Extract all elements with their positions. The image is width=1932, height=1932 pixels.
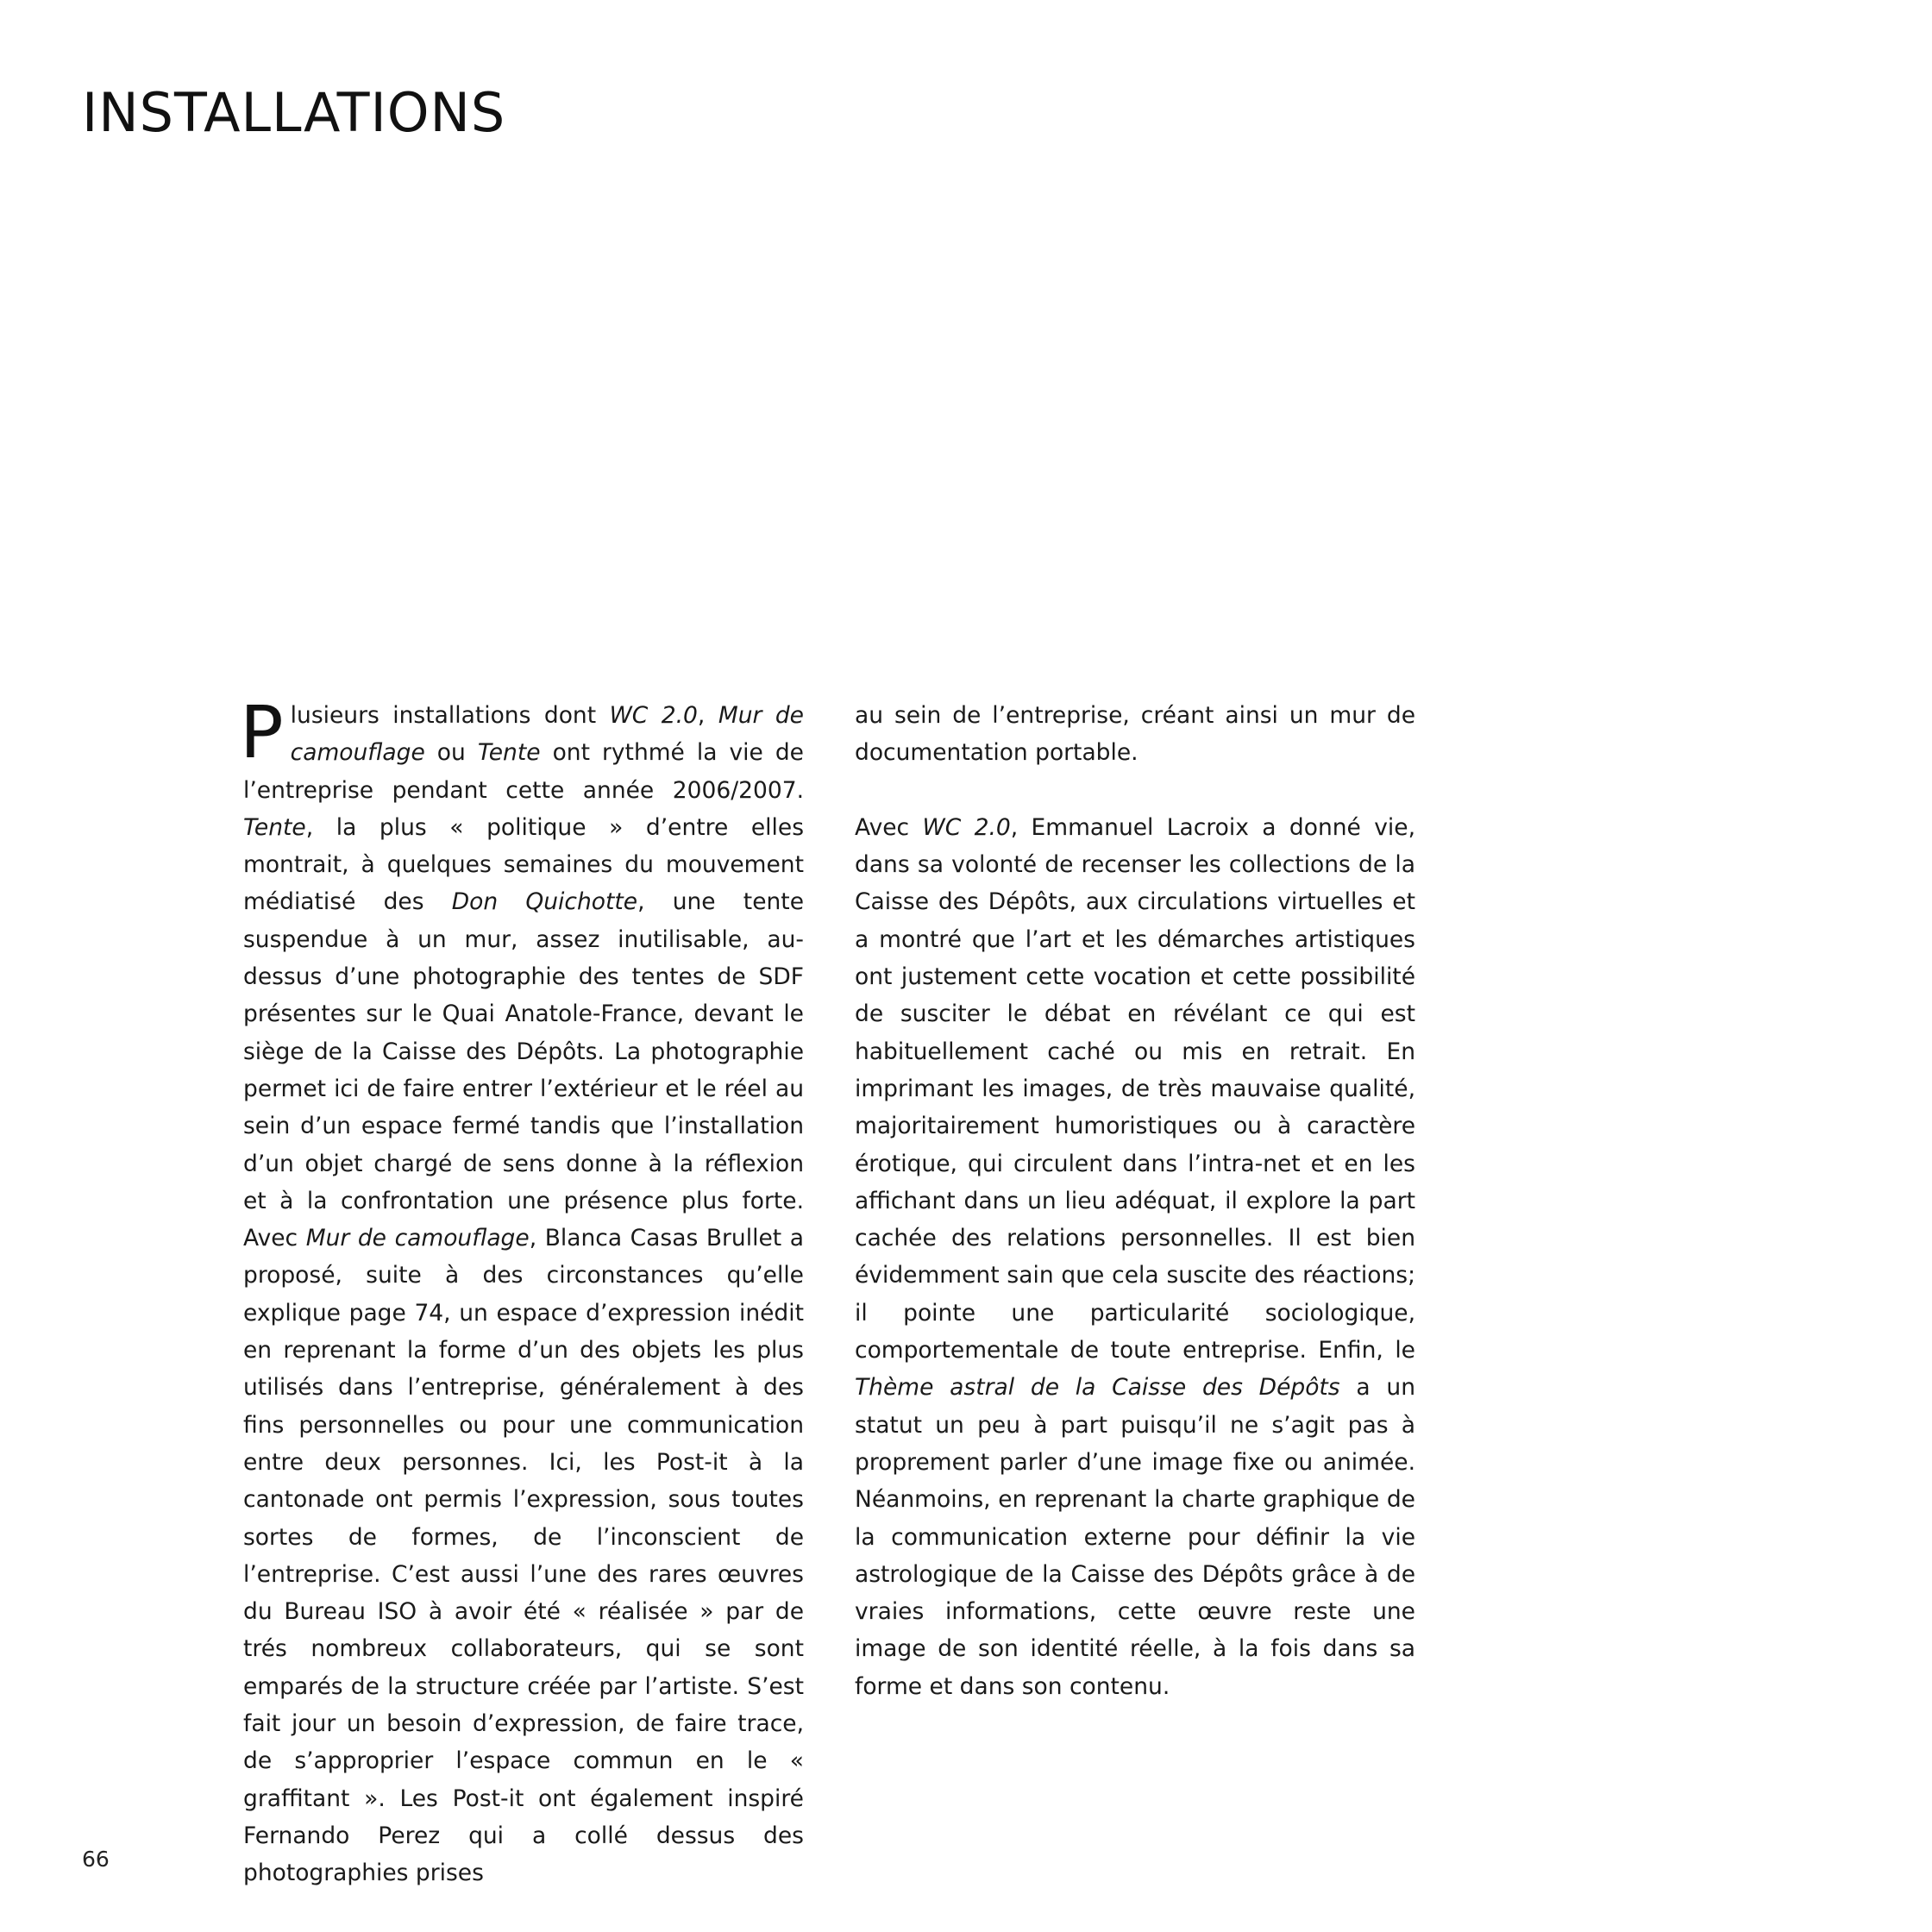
- artwork-title: Mur de camouflage: [305, 1225, 530, 1252]
- text-segment: lusieurs installations dont: [290, 702, 610, 729]
- artwork-title: Thème astral de la Caisse des Dépôts: [855, 1374, 1340, 1402]
- page-title: INSTALLATIONS: [82, 81, 506, 144]
- artwork-title: WC 2.0: [609, 702, 698, 729]
- artwork-title: Mur de camouflage: [290, 702, 804, 767]
- paragraph: [855, 697, 1415, 772]
- paragraph: [855, 809, 1415, 1705]
- text-segment: ont rythmé la vie de l’entreprise pendant cette année 2006/2007.: [243, 739, 804, 804]
- text-segment: au sein de l’entreprise, créant ainsi un mur de documentation portable.: [855, 702, 1415, 767]
- text-segment: ,: [697, 702, 718, 729]
- artwork-title: Don Quichotte: [451, 888, 638, 916]
- artwork-title: WC 2.0: [922, 813, 1011, 841]
- text-segment: , Blanca Casas Brullet a proposé, suite à des circonstances qu’elle explique page 74, un espace d’expression inédit en reprenant la forme d’un des objets les plus utilisés dans l’entreprise, généralement à des fins personnelles ou pour une communication entre deux personnes. Ici, les Post-it à la cantonade ont permis l’expression, sous toutes sortes de formes, de l’inconscient de l’entreprise. C’est aussi l’une des rares œuvres du Bureau ISO à avoir été « réalisée » par de trés nombreux collaborateurs, qui se sont emparés de la structure créée par l’artiste. S’est fait jour un besoin d’expression, de faire trace, de s’approprier l’espace commun en le « graffitant ». Les Post-it ont également inspiré Fernando Perez qui a collé dessus des photographies prises: [243, 1225, 804, 1887]
- text-segment: , une tente suspendue à un mur, assez inutilisable, au-dessus d’une photographie des tentes de SDF présentes sur le Quai Anatole-France, devant le siège de la Caisse des Dépôts. La photographie permet ici de faire entrer l’extérieur et le réel au sein d’un espace fermé tandis que l’installation d’un objet chargé de sens donne à la réflexion et à la confrontation une présence plus forte. Avec: [243, 888, 804, 1252]
- text-segment: Avec: [855, 813, 923, 841]
- text-segment: , Emmanuel Lacroix a donné vie, dans sa volonté de recenser les collections de la Caisse des Dépôts, aux circulations virtuelles et a montré que l’art et les démarches artistiques ont justement cette vocation et cette possibilité de susciter le débat en révélant ce qui est habituellement caché ou mis en retrait. En imprimant les images, de très mauvaise qualité, majoritairement humoristiques ou à caractère érotique, qui circulent dans l’intra-net et en les affichant dans un lieu adéquat, il explore la part cachée des relations personnelles. Il est bien évidemment sain que cela suscite des réactions; il pointe une particularité sociologique, comportementale de toute entreprise. Enfin, le: [855, 813, 1415, 1364]
- artwork-title: Tente: [477, 739, 541, 767]
- text-segment: , la plus « politique » d’entre elles montrait, à quelques semaines du mouvement médiatisé des: [243, 813, 804, 916]
- body-text-right-column: [855, 697, 1415, 1705]
- artwork-title: Tente: [243, 813, 306, 841]
- page-number: 66: [82, 1847, 110, 1872]
- text-segment: ou: [424, 739, 478, 767]
- text-segment: a un statut un peu à part puisqu’il ne s’agit pas à proprement parler d’une image fixe ou animée. Néanmoins, en reprenant la charte graphique de la communication externe pour définir la vie astrologique de la Caisse des Dépôts grâce à de vraies informations, cette œuvre reste une image de son identité réelle, à la fois dans sa forme et dans son contenu.: [855, 1374, 1415, 1700]
- body-text-left-column: [240, 690, 804, 1892]
- drop-cap: P: [240, 690, 284, 775]
- paragraph: [240, 690, 804, 1892]
